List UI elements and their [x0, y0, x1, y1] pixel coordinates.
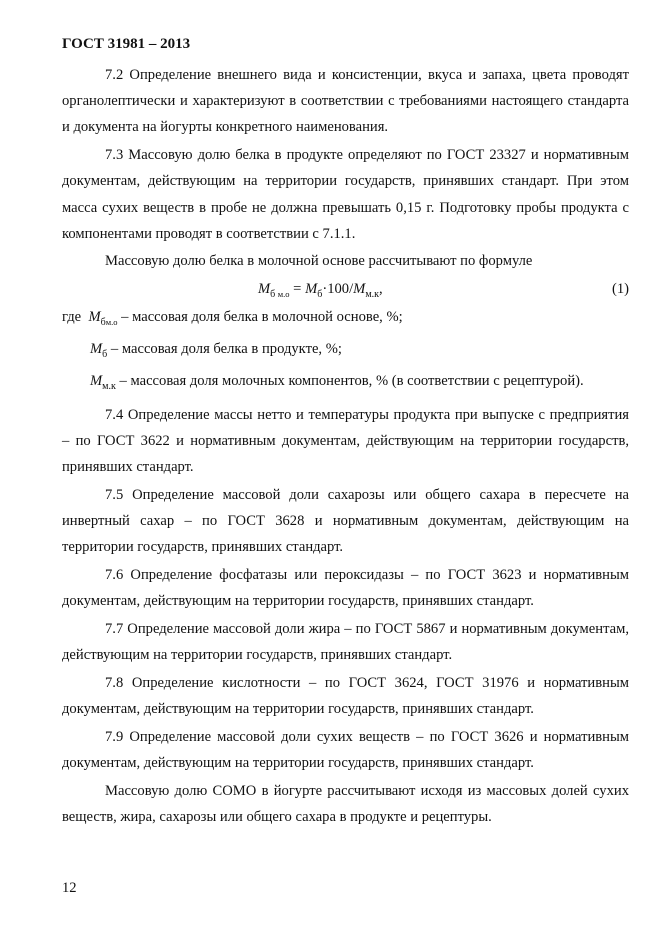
section-7-7: 7.7 Определение массовой доли жира – по ГОСТ 5867 и нормативным документам, действующим на территории государств, принявших стандарт.	[62, 620, 629, 664]
formula-1	[62, 276, 629, 303]
section-7-5: 7.5 Определение массовой доли сахарозы или общего сахара в пересчете на инвертный сахар – по ГОСТ 3628 и нормативным документам, действующим на территории государств, принявших стандарт.	[62, 486, 629, 556]
document-body	[62, 62, 629, 830]
formula-number: (1)	[611, 280, 629, 297]
page-number: 12	[62, 880, 77, 896]
section-7-6: 7.6 Определение фосфатазы или пероксидазы – по ГОСТ 3623 и нормативным документам, действующим на территории государств, принявших стандарт.	[62, 566, 629, 610]
section-7-8: 7.8 Определение кислотности – по ГОСТ 3624, ГОСТ 31976 и нормативным документам, действующим на территории государств, принявших стандарт.	[62, 674, 629, 717]
section-7-9: 7.9 Определение массовой доли сухих веществ – по ГОСТ 3626 и нормативным документам, действующим на территории государств, принявших стандарт.	[62, 728, 629, 771]
definition-1: где $M_{бм.о}$ – массовая доля белка в молочной основе, %;	[62, 308, 403, 328]
definition-2: $M_б$ – массовая доля белка в продукте, %;	[90, 340, 342, 360]
formula-intro: Массовую долю белка в молочной основе рассчитывают по формуле	[105, 253, 533, 270]
definition-3: $M_{м.к}$ – массовая доля молочных компонентов, % (в соответствии с рецептурой).	[90, 373, 584, 393]
section-7-4: 7.4 Определение массы нетто и температуры продукта при выпуске с предприятия – по ГОСТ 3622 и нормативным документам, действующим на территории государств, принявших стандарт.	[62, 406, 629, 476]
formula-expression: $M_{б м.о} = M_б\cdot 100/M_{м.к}$,	[258, 280, 383, 300]
section-7-2: 7.2 Определение внешнего вида и консистенции, вкуса и запаха, цвета проводят органолептически и характеризуют в соответствии с требованиями настоящего стандарта и документа на йогурты конкретного наименования.	[62, 67, 629, 136]
standard-header: ГОСТ 31981 – 2013	[62, 36, 191, 52]
somo-paragraph: Массовую долю СОМО в йогурте рассчитывают исходя из массовых долей сухих веществ, жира, сахарозы или общего сахара в продукте и рецептуры.	[62, 782, 629, 825]
section-7-3: 7.3 Массовую долю белка в продукте определяют по ГОСТ 23327 и нормативным документам, действующим на территории государств, принявших стандарт. При этом масса сухих веществ в пробе не должна превышать 0,15 г. Подготовку пробы продукта с компонентами проводят в соответствии с 7.1.1.	[62, 147, 629, 242]
